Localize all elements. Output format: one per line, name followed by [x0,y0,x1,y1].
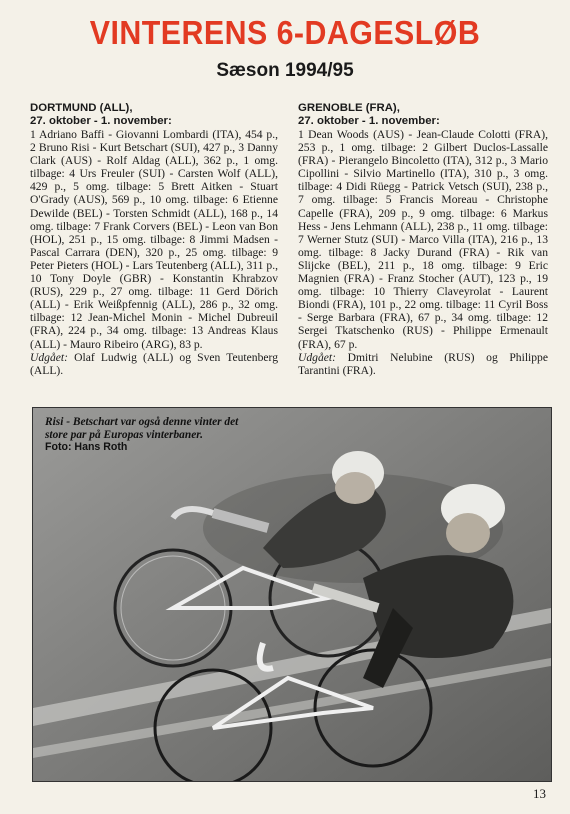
race-dates: 27. oktober - 1. november: [30,115,172,127]
race-dropouts [298,351,548,377]
race-grenoble [298,102,548,377]
race-dates: 27. oktober - 1. november: [298,115,440,127]
race-dropouts [30,351,278,377]
caption-text: Risi - Betschart var også denne vinter det store par på Europas vinterbaner. [45,416,239,441]
race-heading: GRENOBLE (FRA), [298,102,400,114]
race-results: 1 Adriano Baffi - Giovanni Lombardi (ITA), 454 p., 2 Bruno Risi - Kurt Betschart (SUI), 427 p., 3 Danny Clark (AUS) - Rolf Aldag (ALL), 362 p., 1 omg. tilbage: 4 Urs Freuler (SUI) - Carsten Wolf (ALL), 429 p., 5 omg. tilbage: 5 Brett Aitken - Stuart O'Grady (AUS), 569 p., 10 omg. tilbage: 6 Etienne Dewilde (BEL) - Torsten Schmidt (ALL), 168 p., 14 omg. tilbage: 7 Frank Corvers (BEL) - Leon van Bon (HOL), 251 p., 15 omg. tilbage: 8 Jimmi Madsen - Pascal Carrara (DEN), 320 p., 25 omg. tilbage: 9 Peter Pieters (HOL) - Lars Teutenberg (ALL), 311 p., 10 Tony Doyle (GBR) - Konstantin Khrabzov (RUS), 229 p., 27 omg. tilbage: 11 Gerd Dörich (ALL) - Erik Weißpfennig (ALL), 286 p., 32 omg. tilbage: 12 Jean-Michel Monin - Michel Dubreuil (FRA), 224 p., 34 omg. tilbage: 13 Andreas Klaus (ALL) - Mauro Ribeiro (ARG), 83 p. [30,128,278,351]
dropouts-label: Udgået: [298,350,336,364]
page-title: VINTERENS 6-DAGESLØB [89,14,481,51]
dropouts-text: Olaf Ludwig (ALL) og Sven Teutenberg (ALL). [30,350,278,377]
race-heading: DORTMUND (ALL), [30,102,133,114]
photo-caption [45,416,255,454]
cyclists-photo [32,407,552,782]
page-subtitle: Sæson 1994/95 [216,60,354,81]
photo-credit: Foto: Hans Roth [45,441,128,454]
dropouts-label: Udgået: [30,350,68,364]
race-dortmund [30,102,278,377]
page-number: 13 [533,786,546,801]
dropouts-text: Dmitri Nelubine (RUS) og Philippe Tarantini (FRA). [298,350,548,377]
race-results: 1 Dean Woods (AUS) - Jean-Claude Colotti (FRA), 253 p., 1 omg. tilbage: 2 Gilbert Duclos-Lassalle (FRA) - Pierangelo Bincoletto (ITA), 312 p., 3 Mario Cipollini - Silvio Martinello (ITA), 310 p., 3 omg. tilbage: 4 Didi Rüegg - Patrick Vetsch (SUI), 238 p., 7 omg. tilbage: 5 Francis Moreau - Christophe Capelle (FRA), 209 p., 9 omg. tilbage: 6 Markus Hess - Jens Lehmann (ALL), 238 p., 11 omg. tilbage: 7 Werner Stutz (SUI) - Marco Villa (ITA), 216 p., 13 omg. tilbage: 8 Jacky Durand (FRA) - Rik van Slijcke (BEL), 211 p., 18 omg. tilbage: 9 Eric Magnien (FRA) - Franz Stocher (AUT), 123 p., 19 omg. tilbage: 10 Thierry Claveyrolat - Laurent Biondi (FRA), 101 p., 22 omg. tilbage: 11 Cyril Boss - Serge Barbara (FRA), 67 p., 34 omg. tilbage: 12 Sergei Tkatschenko (RUS) - Philippe Ermenault (FRA), 67 p. [298,128,548,351]
photo-illustration [33,408,551,781]
